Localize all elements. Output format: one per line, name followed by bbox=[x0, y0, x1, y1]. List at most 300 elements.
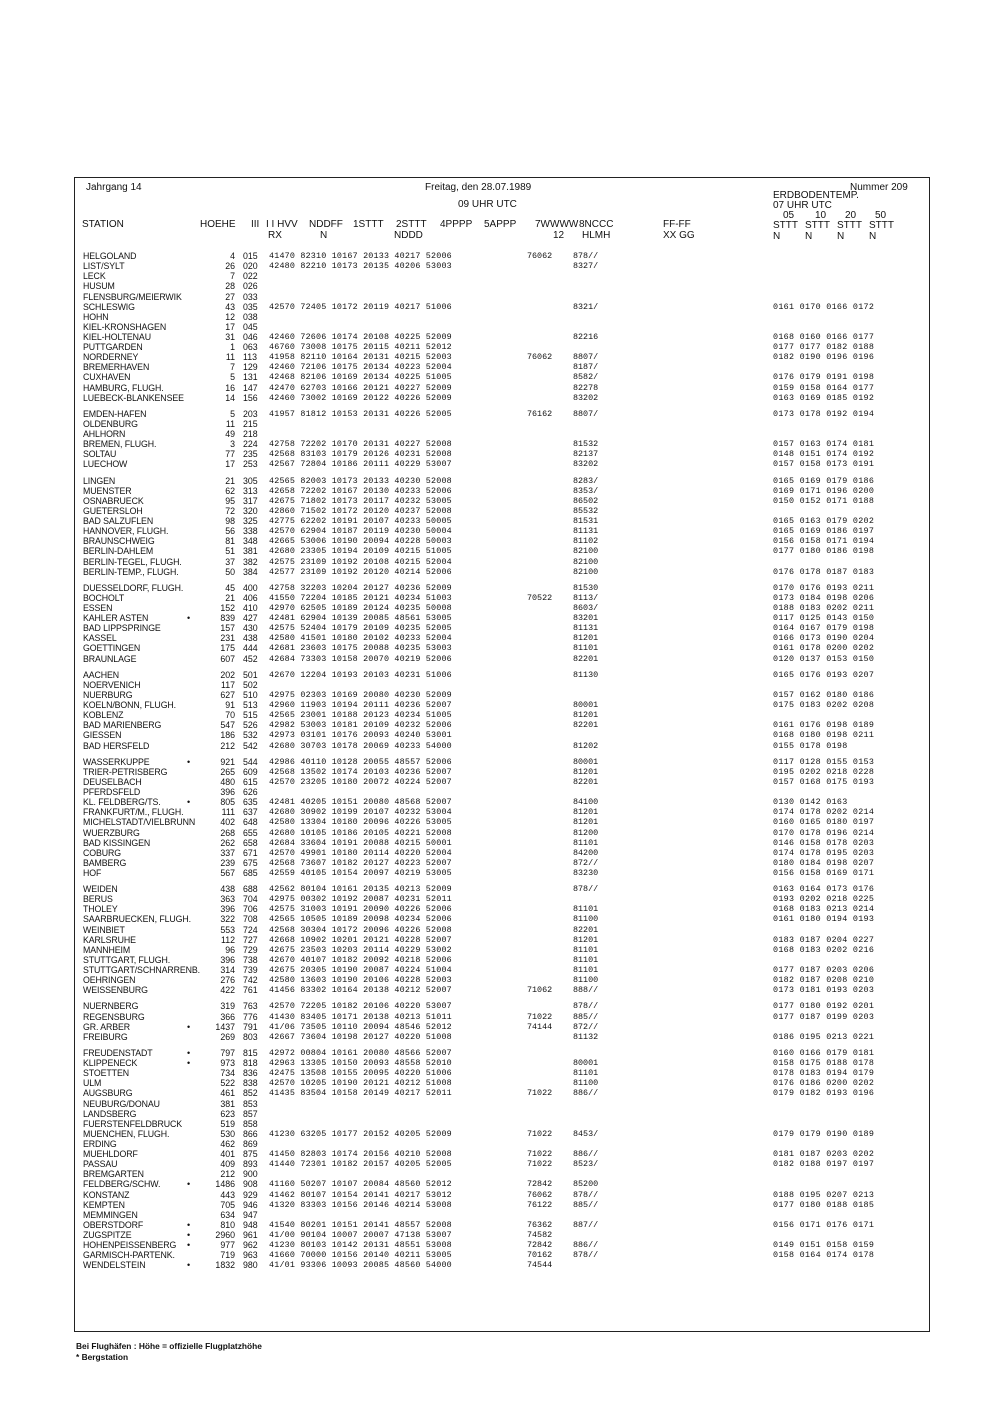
station-soil-temp: 0156 0171 0176 0171 bbox=[773, 1219, 875, 1230]
station-groups: 46760 73008 10175 20115 40211 52012 bbox=[269, 342, 452, 353]
station-row bbox=[75, 1129, 929, 1139]
station-soil-temp: 0183 0187 0204 0227 bbox=[773, 934, 875, 945]
station-groups: 42567 72804 10186 20111 40229 53007 bbox=[269, 459, 452, 470]
station-soil-temp: 0177 0180 0192 0201 bbox=[773, 1001, 875, 1012]
station-name: AHLHORN bbox=[83, 429, 126, 439]
station-iii: 035 bbox=[243, 301, 258, 312]
station-iii: 235 bbox=[243, 449, 258, 460]
station-7-group: 76362 bbox=[527, 1219, 553, 1230]
station-groups: 41/06 73505 10110 20094 48546 52012 bbox=[269, 1021, 452, 1032]
station-hoehe: 81 bbox=[225, 536, 235, 547]
station-8-group: 81101 bbox=[573, 837, 599, 848]
station-iii: 908 bbox=[243, 1179, 258, 1190]
station-name: WEISSENBURG bbox=[83, 985, 148, 996]
bergstation-marker: • bbox=[187, 1179, 191, 1190]
station-iii: 253 bbox=[243, 459, 258, 470]
station-name: LECK bbox=[83, 271, 106, 282]
station-8-group: 8807/ bbox=[573, 352, 599, 363]
station-name: AUGSBURG bbox=[83, 1088, 133, 1099]
station-soil-temp: 0161 0176 0198 0189 bbox=[773, 720, 875, 731]
station-row bbox=[75, 536, 929, 546]
station-name: KOBLENZ bbox=[83, 710, 124, 721]
station-8-group: 82201 bbox=[573, 653, 599, 664]
station-iii: 218 bbox=[243, 429, 258, 439]
station-groups: 42970 62505 10189 20124 40235 50008 bbox=[269, 603, 452, 613]
station-groups: 42570 10205 10190 20121 40212 51008 bbox=[269, 1078, 452, 1089]
station-iii: 706 bbox=[243, 904, 258, 915]
station-name: BERUS bbox=[83, 894, 113, 905]
station-row bbox=[75, 526, 929, 536]
station-7-group: 72842 bbox=[527, 1240, 553, 1251]
station-8-group: 81102 bbox=[573, 536, 599, 547]
station-soil-temp: 0157 0168 0175 0193 bbox=[773, 776, 875, 787]
station-groups: 42570 72205 10182 20106 40220 53007 bbox=[269, 1001, 452, 1012]
station-iii: 637 bbox=[243, 807, 258, 818]
station-8-group: 85200 bbox=[573, 1179, 599, 1190]
station-groups: 42684 33604 10191 20088 40215 50001 bbox=[269, 837, 452, 848]
station-row bbox=[75, 593, 929, 603]
station-iii: 738 bbox=[243, 954, 258, 965]
nummer-label: Nummer 209 bbox=[850, 182, 908, 193]
station-hoehe: 839 bbox=[220, 613, 235, 624]
station-8-group: 886// bbox=[573, 1240, 599, 1251]
sttt-1: STTT bbox=[773, 220, 798, 231]
station-soil-temp: 0117 0125 0143 0150 bbox=[773, 613, 875, 624]
station-iii: 838 bbox=[243, 1078, 258, 1089]
station-hoehe: 31 bbox=[225, 332, 235, 342]
station-row bbox=[75, 352, 929, 362]
station-8-group: 887// bbox=[573, 1219, 599, 1230]
station-row bbox=[75, 858, 929, 868]
station-groups: 42481 40205 10151 20080 48568 52007 bbox=[269, 797, 452, 808]
station-groups: 41958 82110 10164 20131 40215 52003 bbox=[269, 352, 452, 363]
station-name: WEINBIET bbox=[83, 924, 125, 935]
station-hoehe: 157 bbox=[220, 623, 235, 634]
station-groups: 42470 62703 10166 20121 40227 52009 bbox=[269, 382, 452, 393]
station-name: MANNHEIM bbox=[83, 944, 131, 955]
station-name: ZUGSPITZE bbox=[83, 1230, 132, 1240]
station-hoehe: 977 bbox=[220, 1240, 235, 1251]
station-iii: 815 bbox=[243, 1047, 258, 1058]
station-hoehe: 314 bbox=[220, 965, 235, 975]
station-7-group: 74144 bbox=[527, 1021, 553, 1032]
station-iii: 224 bbox=[243, 439, 258, 450]
station-soil-temp: 0158 0164 0174 0178 bbox=[773, 1250, 875, 1261]
station-iii: 858 bbox=[243, 1118, 258, 1129]
station-8-group: 81100 bbox=[573, 1078, 599, 1089]
station-row bbox=[75, 730, 929, 740]
station-hoehe: 519 bbox=[220, 1118, 235, 1129]
station-name: EMDEN-HAFEN bbox=[83, 408, 147, 419]
station-iii: 615 bbox=[243, 776, 258, 787]
col-nddd: NDDD bbox=[394, 230, 423, 241]
station-row bbox=[75, 817, 929, 827]
station-name: KLIPPENECK bbox=[83, 1058, 138, 1068]
station-hoehe: 705 bbox=[220, 1199, 235, 1210]
station-name: REGENSBURG bbox=[83, 1011, 145, 1022]
station-name: ULM bbox=[83, 1078, 102, 1089]
station-groups: 42684 73303 10158 20070 40219 52006 bbox=[269, 653, 452, 664]
station-row bbox=[75, 807, 929, 817]
bergstation-marker: • bbox=[187, 613, 191, 624]
station-row bbox=[75, 1078, 929, 1088]
station-hoehe: 627 bbox=[220, 689, 235, 700]
station-hoehe: 37 bbox=[225, 556, 235, 567]
station-hoehe: 268 bbox=[220, 827, 235, 838]
station-groups: 42475 13508 10155 20095 40220 51006 bbox=[269, 1068, 452, 1079]
station-7-group: 71022 bbox=[527, 1159, 553, 1170]
station-iii: 129 bbox=[243, 362, 258, 373]
station-name: PASSAU bbox=[83, 1159, 118, 1170]
station-soil-temp: 0176 0178 0187 0183 bbox=[773, 566, 875, 577]
station-hoehe: 50 bbox=[225, 566, 235, 577]
station-row bbox=[75, 670, 929, 680]
station-8-group: 8327/ bbox=[573, 261, 599, 272]
station-name: KIEL-HOLTENAU bbox=[83, 332, 151, 342]
station-groups: 42568 73607 10182 20127 40223 52007 bbox=[269, 857, 452, 868]
station-name: WASSERKUPPE bbox=[83, 756, 150, 767]
station-groups: 41230 63205 10177 20152 40205 52009 bbox=[269, 1128, 452, 1139]
station-row bbox=[75, 271, 929, 281]
station-8-group: 82201 bbox=[573, 776, 599, 787]
station-hoehe: 530 bbox=[220, 1128, 235, 1139]
station-iii: 648 bbox=[243, 817, 258, 828]
station-groups: 42460 72106 10175 20134 40223 52004 bbox=[269, 362, 452, 373]
station-iii: 444 bbox=[243, 643, 258, 654]
station-soil-temp: 0161 0180 0194 0193 bbox=[773, 914, 875, 925]
station-groups: 42570 49901 10180 20114 40220 52004 bbox=[269, 847, 452, 858]
depth-50: 50 bbox=[875, 210, 887, 221]
footer-note-airport: Bei Flughäfen : Höhe = offizielle Flugplatzhöhe bbox=[76, 1341, 262, 1351]
station-hoehe: 5 bbox=[230, 372, 235, 383]
station-hoehe: 16 bbox=[225, 382, 235, 393]
station-7-group: 76162 bbox=[527, 408, 553, 419]
station-hoehe: 973 bbox=[220, 1058, 235, 1068]
station-name: NUERNBERG bbox=[83, 1001, 139, 1012]
station-iii: 791 bbox=[243, 1021, 258, 1032]
station-8-group: 81101 bbox=[573, 954, 599, 965]
station-8-group: 886// bbox=[573, 1088, 599, 1099]
col-ihvv: I I HVV bbox=[266, 219, 298, 230]
station-row bbox=[75, 797, 929, 807]
station-name: FELDBERG/SCHW. bbox=[83, 1179, 161, 1190]
station-iii: 215 bbox=[243, 418, 258, 429]
station-row bbox=[75, 1012, 929, 1022]
station-8-group: 82100 bbox=[573, 556, 599, 567]
station-hoehe: 381 bbox=[220, 1098, 235, 1109]
station-8-group: 81532 bbox=[573, 439, 599, 450]
station-groups: 42982 53003 10181 20109 40232 52006 bbox=[269, 720, 452, 731]
station-iii: 857 bbox=[243, 1108, 258, 1119]
station-groups: 42986 40110 10128 20055 48557 52006 bbox=[269, 756, 452, 767]
station-name: STUTTGART/SCHNARRENB. bbox=[83, 965, 200, 975]
station-iii: 962 bbox=[243, 1240, 258, 1251]
station-7-group: 71022 bbox=[527, 1149, 553, 1160]
station-soil-temp: 0159 0158 0164 0177 bbox=[773, 382, 875, 393]
station-iii: 348 bbox=[243, 536, 258, 547]
station-row bbox=[75, 767, 929, 777]
col-7wwww: 7WWWW bbox=[535, 219, 579, 230]
station-groups: 41435 83504 10158 20149 40217 52011 bbox=[269, 1088, 452, 1099]
station-iii: 382 bbox=[243, 556, 258, 567]
station-iii: 452 bbox=[243, 653, 258, 664]
station-soil-temp: 0117 0128 0155 0153 bbox=[773, 756, 875, 767]
station-groups: 42480 82210 10173 20135 40206 53003 bbox=[269, 261, 452, 272]
station-name: HELGOLAND bbox=[83, 251, 137, 261]
station-groups: 42963 13305 10150 20093 48558 52010 bbox=[269, 1058, 452, 1068]
bergstation-marker: • bbox=[187, 797, 191, 808]
sttt-2: STTT bbox=[805, 220, 830, 231]
station-soil-temp: 0179 0182 0193 0196 bbox=[773, 1088, 875, 1099]
station-name: MUENCHEN, FLUGH. bbox=[83, 1128, 170, 1139]
station-row bbox=[75, 1048, 929, 1058]
station-7-group: 76062 bbox=[527, 1189, 553, 1200]
station-groups: 41540 80201 10151 20141 48557 52008 bbox=[269, 1219, 452, 1230]
station-row bbox=[75, 1058, 929, 1068]
station-hoehe: 202 bbox=[220, 669, 235, 680]
station-groups: 42675 23503 10203 20114 40229 53002 bbox=[269, 944, 452, 955]
station-soil-temp: 0186 0195 0213 0221 bbox=[773, 1031, 875, 1042]
station-groups: 42481 62904 10139 20085 48561 53005 bbox=[269, 613, 452, 624]
footer-note-mountain: * Bergstation bbox=[76, 1352, 129, 1362]
station-8-group: 82100 bbox=[573, 546, 599, 557]
station-hoehe: 186 bbox=[220, 730, 235, 741]
station-8-group: 8187/ bbox=[573, 362, 599, 373]
station-hoehe: 322 bbox=[220, 914, 235, 925]
station-soil-temp: 0157 0158 0173 0191 bbox=[773, 459, 875, 470]
station-row bbox=[75, 848, 929, 858]
station-iii: 708 bbox=[243, 914, 258, 925]
station-hoehe: 17 bbox=[225, 459, 235, 470]
station-name: PUTTGARDEN bbox=[83, 342, 143, 353]
station-soil-temp: 0170 0178 0196 0214 bbox=[773, 827, 875, 838]
station-row bbox=[75, 965, 929, 975]
station-name: ERDING bbox=[83, 1139, 117, 1149]
station-8-group: 84100 bbox=[573, 797, 599, 808]
station-hoehe: 366 bbox=[220, 1011, 235, 1022]
bergstation-marker: • bbox=[187, 1047, 191, 1058]
station-name: LIST/SYLT bbox=[83, 261, 125, 272]
station-groups: 42680 10105 10186 20105 40221 52008 bbox=[269, 827, 452, 838]
station-name: NUERBURG bbox=[83, 689, 133, 700]
station-hoehe: 480 bbox=[220, 776, 235, 787]
station-row bbox=[75, 955, 929, 965]
station-soil-temp: 0193 0202 0218 0225 bbox=[773, 894, 875, 905]
station-iii: 406 bbox=[243, 592, 258, 603]
station-hoehe: 409 bbox=[220, 1159, 235, 1170]
station-iii: 526 bbox=[243, 720, 258, 731]
station-row bbox=[75, 281, 929, 291]
station-row bbox=[75, 720, 929, 730]
station-iii: 430 bbox=[243, 623, 258, 634]
station-iii: 427 bbox=[243, 613, 258, 624]
bergstation-marker: • bbox=[187, 1230, 191, 1240]
station-name: GOETTINGEN bbox=[83, 643, 141, 654]
station-iii: 946 bbox=[243, 1199, 258, 1210]
station-iii: 866 bbox=[243, 1128, 258, 1139]
station-8-group: 8453/ bbox=[573, 1128, 599, 1139]
station-iii: 739 bbox=[243, 965, 258, 975]
station-row bbox=[75, 429, 929, 439]
station-iii: 635 bbox=[243, 797, 258, 808]
station-iii: 305 bbox=[243, 475, 258, 486]
station-soil-temp: 0168 0183 0213 0214 bbox=[773, 904, 875, 915]
station-8-group: 886// bbox=[573, 1149, 599, 1160]
station-groups: 42575 31003 10191 20090 40226 52006 bbox=[269, 904, 452, 915]
station-groups: 42667 73604 10198 20127 40220 51008 bbox=[269, 1031, 452, 1042]
station-groups: 41320 83303 10156 20146 40214 53008 bbox=[269, 1199, 452, 1210]
station-iii: 761 bbox=[243, 985, 258, 996]
station-soil-temp: 0163 0169 0185 0192 bbox=[773, 392, 875, 403]
sttt-3: STTT bbox=[837, 220, 862, 231]
station-iii: 544 bbox=[243, 756, 258, 767]
station-iii: 320 bbox=[243, 505, 258, 516]
station-row bbox=[75, 506, 929, 516]
station-8-group: 885// bbox=[573, 1199, 599, 1210]
station-row bbox=[75, 312, 929, 322]
station-name: KL. FELDBERG/TS. bbox=[83, 797, 161, 808]
station-iii: 948 bbox=[243, 1219, 258, 1230]
station-7-group: 74582 bbox=[527, 1230, 553, 1240]
station-row bbox=[75, 261, 929, 271]
station-hoehe: 62 bbox=[225, 485, 235, 496]
station-soil-temp: 0165 0169 0186 0197 bbox=[773, 526, 875, 537]
station-hoehe: 3 bbox=[230, 439, 235, 450]
station-hoehe: 231 bbox=[220, 633, 235, 644]
station-row bbox=[75, 476, 929, 486]
station-8-group: 81100 bbox=[573, 914, 599, 925]
station-8-group: 8353/ bbox=[573, 485, 599, 496]
station-iii: 046 bbox=[243, 332, 258, 342]
station-row bbox=[75, 516, 929, 526]
station-iii: 658 bbox=[243, 837, 258, 848]
station-row bbox=[75, 741, 929, 751]
station-8-group: 878// bbox=[573, 1189, 599, 1200]
station-row bbox=[75, 1032, 929, 1042]
station-groups: 42670 40107 10182 20092 40218 52006 bbox=[269, 954, 452, 965]
station-hoehe: 27 bbox=[225, 291, 235, 302]
station-iii: 147 bbox=[243, 382, 258, 393]
station-groups: 41456 83302 10164 20138 40212 52007 bbox=[269, 985, 452, 996]
station-row bbox=[75, 362, 929, 372]
bergstation-marker: • bbox=[187, 1240, 191, 1251]
station-row bbox=[75, 945, 929, 955]
station-row bbox=[75, 1149, 929, 1159]
station-soil-temp: 0181 0187 0203 0202 bbox=[773, 1149, 875, 1160]
station-8-group: 81201 bbox=[573, 710, 599, 721]
station-row bbox=[75, 1088, 929, 1098]
station-soil-temp: 0168 0183 0202 0216 bbox=[773, 944, 875, 955]
station-iii: 947 bbox=[243, 1209, 258, 1220]
station-name: DUESSELDORF, FLUGH. bbox=[83, 582, 184, 593]
station-row bbox=[75, 583, 929, 593]
station-8-group: 81202 bbox=[573, 740, 599, 751]
station-name: HOF bbox=[83, 868, 102, 878]
station-hoehe: 553 bbox=[220, 924, 235, 935]
station-hoehe: 265 bbox=[220, 766, 235, 777]
station-8-group: 83202 bbox=[573, 392, 599, 403]
station-soil-temp: 0177 0187 0203 0206 bbox=[773, 965, 875, 975]
station-groups: 42570 72405 10172 20119 40217 51006 bbox=[269, 301, 452, 312]
station-name: OSNABRUECK bbox=[83, 495, 144, 506]
station-7-group: 71062 bbox=[527, 985, 553, 996]
station-8-group: 81101 bbox=[573, 643, 599, 654]
station-row bbox=[75, 838, 929, 848]
station-name: KARLSRUHE bbox=[83, 934, 136, 945]
station-iii: 688 bbox=[243, 884, 258, 895]
station-hoehe: 212 bbox=[220, 740, 235, 751]
station-hoehe: 422 bbox=[220, 985, 235, 996]
station-hoehe: 443 bbox=[220, 1189, 235, 1200]
station-groups: 41230 80103 10142 20131 48551 53008 bbox=[269, 1240, 452, 1251]
station-hoehe: 396 bbox=[220, 904, 235, 915]
station-groups: 42668 10902 10201 20121 40228 52007 bbox=[269, 934, 452, 945]
station-name: CUXHAVEN bbox=[83, 372, 131, 383]
station-row bbox=[75, 1119, 929, 1129]
depth-10: 10 bbox=[815, 210, 827, 221]
col-xxgg: XX GG bbox=[663, 230, 695, 241]
station-hoehe: 96 bbox=[225, 944, 235, 955]
station-soil-temp: 0165 0176 0193 0207 bbox=[773, 669, 875, 680]
station-groups: 42680 30703 10178 20069 40233 54000 bbox=[269, 740, 452, 751]
station-name: FREUDENSTADT bbox=[83, 1047, 153, 1058]
station-7-group: 70522 bbox=[527, 592, 553, 603]
station-iii: 513 bbox=[243, 700, 258, 710]
station-name: MICHELSTADT/VIELBRUNN bbox=[83, 817, 196, 828]
station-hoehe: 1486 bbox=[215, 1179, 235, 1190]
station-row bbox=[75, 643, 929, 653]
station-hoehe: 77 bbox=[225, 449, 235, 460]
station-name: LUECHOW bbox=[83, 459, 128, 470]
col-iii: III bbox=[251, 219, 260, 230]
station-name: BERLIN-TEGEL, FLUGH. bbox=[83, 556, 182, 567]
station-8-group: 81201 bbox=[573, 633, 599, 644]
station-name: ESSEN bbox=[83, 603, 113, 613]
station-8-group: 83230 bbox=[573, 868, 599, 878]
station-iii: 510 bbox=[243, 689, 258, 700]
station-name: NORDERNEY bbox=[83, 352, 139, 363]
station-7-group: 76062 bbox=[527, 251, 553, 261]
station-name: BRAUNSCHWEIG bbox=[83, 536, 155, 547]
depth-20: 20 bbox=[845, 210, 857, 221]
station-8-group: 81201 bbox=[573, 817, 599, 828]
station-hoehe: 547 bbox=[220, 720, 235, 731]
col-ffff: FF-FF bbox=[663, 219, 691, 230]
station-row bbox=[75, 787, 929, 797]
station-name: KOELN/BONN, FLUGH. bbox=[83, 700, 177, 710]
station-iii: 131 bbox=[243, 372, 258, 383]
station-row bbox=[75, 322, 929, 332]
station-8-group: 8523/ bbox=[573, 1159, 599, 1170]
station-8-group: 82278 bbox=[573, 382, 599, 393]
station-groups: 42570 62904 10187 20119 40230 50004 bbox=[269, 526, 452, 537]
station-iii: 853 bbox=[243, 1098, 258, 1109]
station-iii: 022 bbox=[243, 271, 258, 282]
station-hoehe: 239 bbox=[220, 857, 235, 868]
station-name: BOCHOLT bbox=[83, 592, 125, 603]
station-iii: 803 bbox=[243, 1031, 258, 1042]
station-hoehe: 11 bbox=[225, 352, 235, 363]
station-8-group: 82201 bbox=[573, 924, 599, 935]
station-groups: 42468 82106 10169 20134 40225 51005 bbox=[269, 372, 452, 383]
bergstation-marker: • bbox=[187, 1021, 191, 1032]
station-iii: 020 bbox=[243, 261, 258, 272]
station-groups: 42568 83103 10179 20126 40231 52008 bbox=[269, 449, 452, 460]
station-7-group: 76122 bbox=[527, 1199, 553, 1210]
station-iii: 963 bbox=[243, 1250, 258, 1261]
station-hoehe: 402 bbox=[220, 817, 235, 828]
station-hoehe: 810 bbox=[220, 1219, 235, 1230]
